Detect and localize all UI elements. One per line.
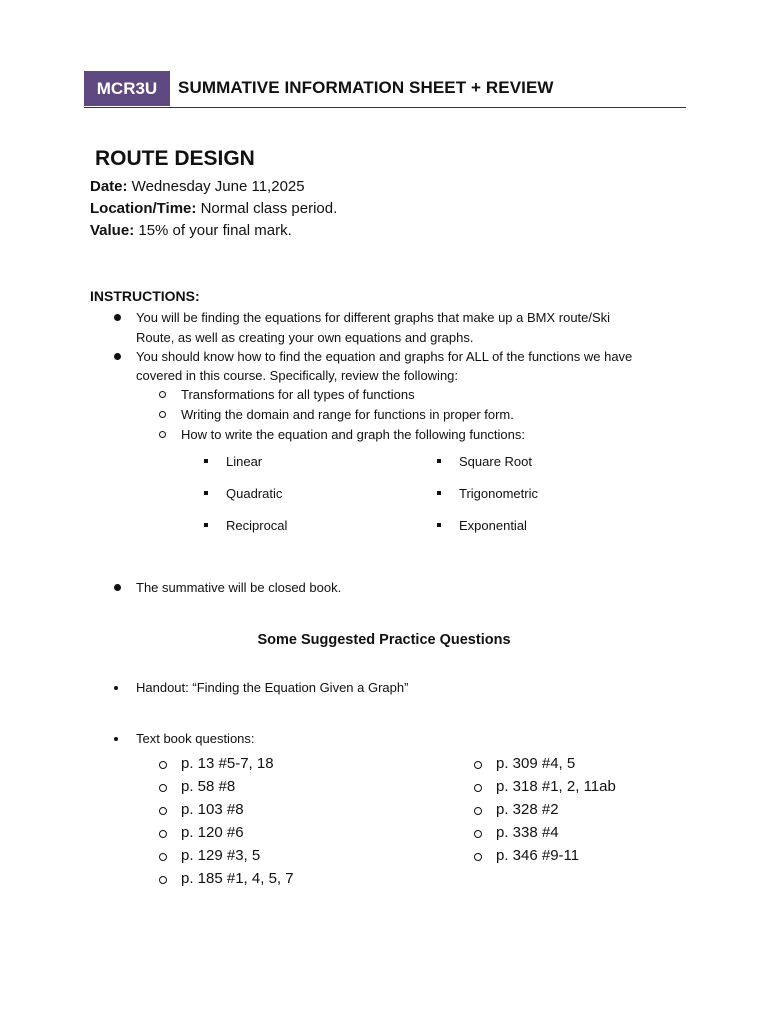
- instruction-2-line-1: You should know how to find the equation and graphs for ALL of the functions we have: [136, 349, 633, 364]
- location-label: Location/Time:: [90, 200, 197, 217]
- value-label: Value:: [90, 222, 135, 239]
- textbook-ref: p. 58 #8: [181, 778, 236, 795]
- bullet-circle-icon: [159, 876, 167, 884]
- textbook-ref: p. 309 #4, 5: [496, 755, 576, 772]
- bullet-dot-icon: [114, 737, 118, 741]
- bullet-dot-icon: [114, 584, 121, 591]
- bullet-circle-icon: [159, 853, 167, 861]
- bullet-circle-icon: [159, 807, 167, 815]
- bullet-circle-icon: [474, 784, 482, 792]
- textbook-ref: p. 120 #6: [181, 824, 244, 841]
- function-reciprocal: Reciprocal: [226, 518, 288, 533]
- textbook-ref: p. 338 #4: [496, 824, 559, 841]
- textbook-label: Text book questions:: [136, 731, 255, 746]
- bullet-circle-icon: [159, 391, 166, 398]
- bullet-circle-icon: [159, 411, 166, 418]
- value-value: 15% of your final mark.: [134, 222, 292, 239]
- location-line: [90, 200, 337, 217]
- textbook-ref: p. 13 #5-7, 18: [181, 755, 274, 772]
- bullet-dot-icon: [114, 686, 118, 690]
- function-linear: Linear: [226, 454, 263, 469]
- bullet-square-icon: [437, 523, 441, 527]
- bullet-circle-icon: [159, 784, 167, 792]
- location-value: Normal class period.: [196, 200, 338, 217]
- instruction-1-line-1: You will be finding the equations for different graphs that make up a BMX route/Ski: [136, 310, 611, 325]
- document-header: [84, 71, 686, 108]
- bullet-circle-icon: [474, 853, 482, 861]
- value-line: [90, 222, 292, 239]
- course-code-badge: MCR3U: [84, 71, 170, 106]
- function-exponential: Exponential: [459, 518, 527, 533]
- section-title: ROUTE DESIGN: [95, 147, 255, 170]
- bullet-square-icon: [204, 523, 208, 527]
- handout-item: Handout: “Finding the Equation Given a Graph”: [136, 680, 409, 695]
- date-line: [90, 178, 305, 195]
- textbook-ref: p. 129 #3, 5: [181, 847, 261, 864]
- sub-item-3: How to write the equation and graph the following functions:: [181, 427, 525, 442]
- bullet-dot-icon: [114, 314, 121, 321]
- instruction-1-line-2: Route, as well as creating your own equations and graphs.: [136, 330, 474, 345]
- function-square-root: Square Root: [459, 454, 532, 469]
- textbook-ref: p. 103 #8: [181, 801, 244, 818]
- bullet-circle-icon: [474, 830, 482, 838]
- bullet-circle-icon: [159, 761, 167, 769]
- bullet-circle-icon: [474, 761, 482, 769]
- bullet-circle-icon: [474, 807, 482, 815]
- instruction-2-line-2: covered in this course. Specifically, review the following:: [136, 368, 459, 383]
- textbook-ref: p. 318 #1, 2, 11ab: [496, 778, 616, 795]
- instruction-3: The summative will be closed book.: [136, 580, 342, 595]
- date-value: Wednesday June 11,2025: [127, 178, 305, 195]
- textbook-ref: p. 328 #2: [496, 801, 559, 818]
- bullet-circle-icon: [159, 830, 167, 838]
- instructions-title: INSTRUCTIONS:: [90, 288, 200, 304]
- bullet-square-icon: [437, 459, 441, 463]
- bullet-square-icon: [204, 491, 208, 495]
- function-quadratic: Quadratic: [226, 486, 283, 501]
- textbook-ref: p. 185 #1, 4, 5, 7: [181, 870, 294, 887]
- practice-title: Some Suggested Practice Questions: [257, 632, 511, 648]
- sheet-title: SUMMATIVE INFORMATION SHEET + REVIEW: [178, 78, 554, 97]
- function-trigonometric: Trigonometric: [459, 486, 538, 501]
- bullet-circle-icon: [159, 431, 166, 438]
- sub-item-1: Transformations for all types of functions: [181, 387, 415, 402]
- textbook-ref: p. 346 #9-11: [496, 847, 580, 864]
- sub-item-2: Writing the domain and range for functions in proper form.: [181, 407, 514, 422]
- bullet-square-icon: [204, 459, 208, 463]
- date-label: Date:: [90, 178, 128, 195]
- bullet-square-icon: [437, 491, 441, 495]
- bullet-dot-icon: [114, 353, 121, 360]
